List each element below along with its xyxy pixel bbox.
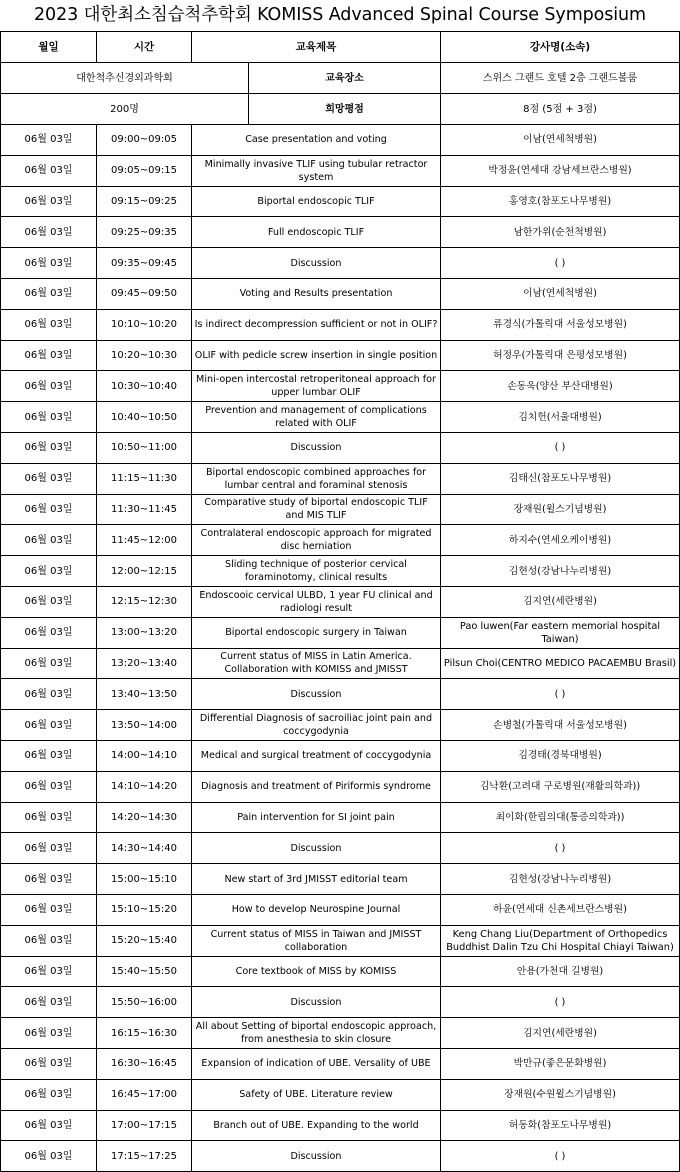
time-cell: 15:10~15:20 (97, 894, 192, 925)
info-row-venue (1, 63, 680, 94)
date-cell: 06월 03일 (1, 956, 97, 987)
time-cell: 16:30~16:45 (97, 1048, 192, 1079)
time-cell: 15:40~15:50 (97, 956, 192, 987)
topic-cell: OLIF with pedicle screw insertion in single position (192, 340, 441, 371)
date-cell: 06월 03일 (1, 1048, 97, 1079)
time-cell: 14:10~14:20 (97, 771, 192, 802)
time-cell: 17:15~17:25 (97, 1141, 192, 1172)
table-row (1, 1141, 680, 1172)
topic-cell: Sliding technique of posterior cervical foraminotomy, clinical results (192, 556, 441, 587)
topic-cell: Differential Diagnosis of sacroiliac joint pain and coccygodynia (192, 710, 441, 741)
topic-cell: Prevention and management of complications related with OLIF (192, 402, 441, 433)
topic-cell: Mini-open intercostal retroperitoneal approach for upper lumbar OLIF (192, 371, 441, 402)
venue-value: 스위스 그랜드 호텔 2층 그랜드볼룸 (441, 63, 680, 94)
date-cell: 06월 03일 (1, 802, 97, 833)
table-row (1, 925, 680, 956)
time-cell: 14:20~14:30 (97, 802, 192, 833)
time-cell: 15:50~16:00 (97, 987, 192, 1018)
header-speaker: 강사명(소속) (441, 32, 680, 63)
topic-cell: Biportal endoscopic TLIF (192, 186, 441, 217)
date-cell: 06월 03일 (1, 925, 97, 956)
page-title: 2023 대한최소침습척추학회 KOMISS Advanced Spinal Course Symposium (34, 5, 646, 25)
info-row-credits (1, 94, 680, 125)
speaker-cell: 손병철(가톨릭대 서울성모병원) (441, 710, 680, 741)
time-cell: 09:15~09:25 (97, 186, 192, 217)
date-cell: 06월 03일 (1, 525, 97, 556)
time-cell: 17:00~17:15 (97, 1110, 192, 1141)
speaker-cell: ( ) (441, 833, 680, 864)
topic-cell: Diagnosis and treatment of Piriformis syndrome (192, 771, 441, 802)
date-cell: 06월 03일 (1, 340, 97, 371)
table-row (1, 402, 680, 433)
attendance-value: 200명 (1, 94, 249, 125)
date-cell: 06월 03일 (1, 494, 97, 525)
date-cell: 06월 03일 (1, 1141, 97, 1172)
speaker-cell: 김현성(강남나누리병원) (441, 556, 680, 587)
date-cell: 06월 03일 (1, 217, 97, 248)
course-schedule-table (0, 31, 680, 1172)
speaker-cell: 장재원(수원윌스기념병원) (441, 1079, 680, 1110)
table-row (1, 894, 680, 925)
topic-cell: Full endoscopic TLIF (192, 217, 441, 248)
time-cell: 10:50~11:00 (97, 432, 192, 463)
table-row (1, 463, 680, 494)
topic-cell: Core textbook of MISS by KOMISS (192, 956, 441, 987)
date-cell: 06월 03일 (1, 710, 97, 741)
table-row (1, 556, 680, 587)
speaker-cell: ( ) (441, 987, 680, 1018)
date-cell: 06월 03일 (1, 309, 97, 340)
table-row (1, 309, 680, 340)
time-cell: 09:05~09:15 (97, 155, 192, 186)
table-row (1, 864, 680, 895)
speaker-cell: 김경태(경북대병원) (441, 740, 680, 771)
speaker-cell: 안용(가천대 길병원) (441, 956, 680, 987)
topic-cell: Minimally invasive TLIF using tubular retractor system (192, 155, 441, 186)
time-cell: 15:00~15:10 (97, 864, 192, 895)
speaker-cell: 박만규(좋은문화병원) (441, 1048, 680, 1079)
speaker-cell: ( ) (441, 432, 680, 463)
topic-cell: Safety of UBE. Literature review (192, 1079, 441, 1110)
topic-cell: Discussion (192, 248, 441, 279)
date-cell: 06월 03일 (1, 186, 97, 217)
topic-cell: Branch out of UBE. Expanding to the world (192, 1110, 441, 1141)
topic-cell: How to develop Neurospine Journal (192, 894, 441, 925)
topic-cell: Discussion (192, 833, 441, 864)
topic-cell: Case presentation and voting (192, 125, 441, 156)
speaker-cell: 하지수(연세오케이병원) (441, 525, 680, 556)
table-row (1, 217, 680, 248)
table-row (1, 1048, 680, 1079)
date-cell: 06월 03일 (1, 125, 97, 156)
time-cell: 13:40~13:50 (97, 679, 192, 710)
table-row (1, 371, 680, 402)
date-cell: 06월 03일 (1, 248, 97, 279)
speaker-cell: 홍영호(참포도나무병원) (441, 186, 680, 217)
speaker-cell: 이남(연세척병원) (441, 278, 680, 309)
time-cell: 10:30~10:40 (97, 371, 192, 402)
schedule-header-row (1, 32, 680, 63)
time-cell: 11:45~12:00 (97, 525, 192, 556)
speaker-cell: 김낙환(고려대 구로병원(재활의학과)) (441, 771, 680, 802)
speaker-cell: ( ) (441, 679, 680, 710)
date-cell: 06월 03일 (1, 586, 97, 617)
speaker-cell: 김지연(세란병원) (441, 1018, 680, 1049)
speaker-cell: 류경식(가톨릭대 서울성모병원) (441, 309, 680, 340)
topic-cell: Voting and Results presentation (192, 278, 441, 309)
date-cell: 06월 03일 (1, 1018, 97, 1049)
header-time: 시간 (97, 32, 192, 63)
time-cell: 09:45~09:50 (97, 278, 192, 309)
time-cell: 13:50~14:00 (97, 710, 192, 741)
date-cell: 06월 03일 (1, 278, 97, 309)
topic-cell: Discussion (192, 432, 441, 463)
topic-cell: Discussion (192, 679, 441, 710)
date-cell: 06월 03일 (1, 679, 97, 710)
table-row (1, 833, 680, 864)
date-cell: 06월 03일 (1, 463, 97, 494)
time-cell: 16:15~16:30 (97, 1018, 192, 1049)
time-cell: 15:20~15:40 (97, 925, 192, 956)
table-row (1, 125, 680, 156)
date-cell: 06월 03일 (1, 432, 97, 463)
topic-cell: Endoscooic cervical ULBD, 1 year FU clinical and radiologi result (192, 586, 441, 617)
date-cell: 06월 03일 (1, 155, 97, 186)
table-row (1, 494, 680, 525)
time-cell: 12:15~12:30 (97, 586, 192, 617)
date-cell: 06월 03일 (1, 371, 97, 402)
speaker-cell: 허동화(참포도나무병원) (441, 1110, 680, 1141)
speaker-cell: 최이화(한림의대(통증의학과)) (441, 802, 680, 833)
table-row (1, 248, 680, 279)
table-row (1, 648, 680, 679)
table-row (1, 1079, 680, 1110)
table-row (1, 956, 680, 987)
date-cell: 06월 03일 (1, 894, 97, 925)
time-cell: 10:10~10:20 (97, 309, 192, 340)
speaker-cell: 허정우(가톨릭대 은평성모병원) (441, 340, 680, 371)
topic-cell: Biportal endoscopic combined approaches for lumbar central and foraminal stenosis (192, 463, 441, 494)
time-cell: 13:00~13:20 (97, 617, 192, 648)
topic-cell: Comparative study of biportal endoscopic TLIF and MIS TLIF (192, 494, 441, 525)
table-row (1, 771, 680, 802)
table-row (1, 525, 680, 556)
date-cell: 06월 03일 (1, 648, 97, 679)
course-info (1, 63, 680, 125)
venue-label: 교육장소 (249, 63, 441, 94)
date-cell: 06월 03일 (1, 617, 97, 648)
topic-cell: Is indirect decompression sufficient or not in OLIF? (192, 309, 441, 340)
date-cell: 06월 03일 (1, 556, 97, 587)
topic-cell: Contralateral endoscopic approach for migrated disc herniation (192, 525, 441, 556)
table-row (1, 710, 680, 741)
table-row (1, 987, 680, 1018)
table-row (1, 740, 680, 771)
table-row (1, 278, 680, 309)
schedule-body (1, 125, 680, 1172)
topic-cell: Pain intervention for SI joint pain (192, 802, 441, 833)
time-cell: 10:20~10:30 (97, 340, 192, 371)
topic-cell: All about Setting of biportal endoscopic approach, from anesthesia to skin closure (192, 1018, 441, 1049)
table-row (1, 1110, 680, 1141)
time-cell: 09:00~09:05 (97, 125, 192, 156)
time-cell: 10:40~10:50 (97, 402, 192, 433)
credit-value: 8점 (5점 + 3점) (441, 94, 680, 125)
table-row (1, 679, 680, 710)
credit-label: 희망평점 (249, 94, 441, 125)
speaker-cell: 하윤(연세대 신촌세브란스병원) (441, 894, 680, 925)
date-cell: 06월 03일 (1, 833, 97, 864)
header-date: 월일 (1, 32, 97, 63)
date-cell: 06월 03일 (1, 740, 97, 771)
speaker-cell: 손동욱(양산 부산대병원) (441, 371, 680, 402)
table-row (1, 802, 680, 833)
speaker-cell: 장재원(윌스기념병원) (441, 494, 680, 525)
host-organization: 대한척추신경외과학회 (1, 63, 249, 94)
topic-cell: Current status of MISS in Latin America. Collaboration with KOMISS and JMISST (192, 648, 441, 679)
table-row (1, 1018, 680, 1049)
speaker-cell: 이남(연세척병원) (441, 125, 680, 156)
speaker-cell: 김지연(세란병원) (441, 586, 680, 617)
time-cell: 16:45~17:00 (97, 1079, 192, 1110)
topic-cell: New start of 3rd JMISST editorial team (192, 864, 441, 895)
time-cell: 09:35~09:45 (97, 248, 192, 279)
speaker-cell: ( ) (441, 1141, 680, 1172)
speaker-cell: ( ) (441, 248, 680, 279)
time-cell: 14:00~14:10 (97, 740, 192, 771)
topic-cell: Medical and surgical treatment of coccygodynia (192, 740, 441, 771)
table-row (1, 586, 680, 617)
table-row (1, 186, 680, 217)
date-cell: 06월 03일 (1, 771, 97, 802)
table-row (1, 617, 680, 648)
time-cell: 12:00~12:15 (97, 556, 192, 587)
date-cell: 06월 03일 (1, 1079, 97, 1110)
time-cell: 14:30~14:40 (97, 833, 192, 864)
topic-cell: Biportal endoscopic surgery in Taiwan (192, 617, 441, 648)
speaker-cell: 남한가위(순천척병원) (441, 217, 680, 248)
speaker-cell: Keng Chang Liu(Department of Orthopedics Buddhist Dalin Tzu Chi Hospital Chiayi Taiwan) (441, 925, 680, 956)
time-cell: 09:25~09:35 (97, 217, 192, 248)
table-row (1, 340, 680, 371)
date-cell: 06월 03일 (1, 987, 97, 1018)
header-topic: 교육제목 (192, 32, 441, 63)
topic-cell: Discussion (192, 987, 441, 1018)
topic-cell: Discussion (192, 1141, 441, 1172)
speaker-cell: Pilsun Choi(CENTRO MEDICO PACAEMBU Brasil) (441, 648, 680, 679)
speaker-cell: Pao luwen(Far eastern memorial hospital Taiwan) (441, 617, 680, 648)
speaker-cell: 김치헌(서울대병원) (441, 402, 680, 433)
speaker-cell: 김태신(참포도나무병원) (441, 463, 680, 494)
time-cell: 11:15~11:30 (97, 463, 192, 494)
speaker-cell: 박정윤(연세대 강남세브란스병원) (441, 155, 680, 186)
date-cell: 06월 03일 (1, 402, 97, 433)
date-cell: 06월 03일 (1, 1110, 97, 1141)
date-cell: 06월 03일 (1, 864, 97, 895)
speaker-cell: 김현성(강남나누리병원) (441, 864, 680, 895)
time-cell: 13:20~13:40 (97, 648, 192, 679)
table-row (1, 432, 680, 463)
topic-cell: Current status of MISS in Taiwan and JMISST collaboration (192, 925, 441, 956)
time-cell: 11:30~11:45 (97, 494, 192, 525)
topic-cell: Expansion of indication of UBE. Versality of UBE (192, 1048, 441, 1079)
table-row (1, 155, 680, 186)
